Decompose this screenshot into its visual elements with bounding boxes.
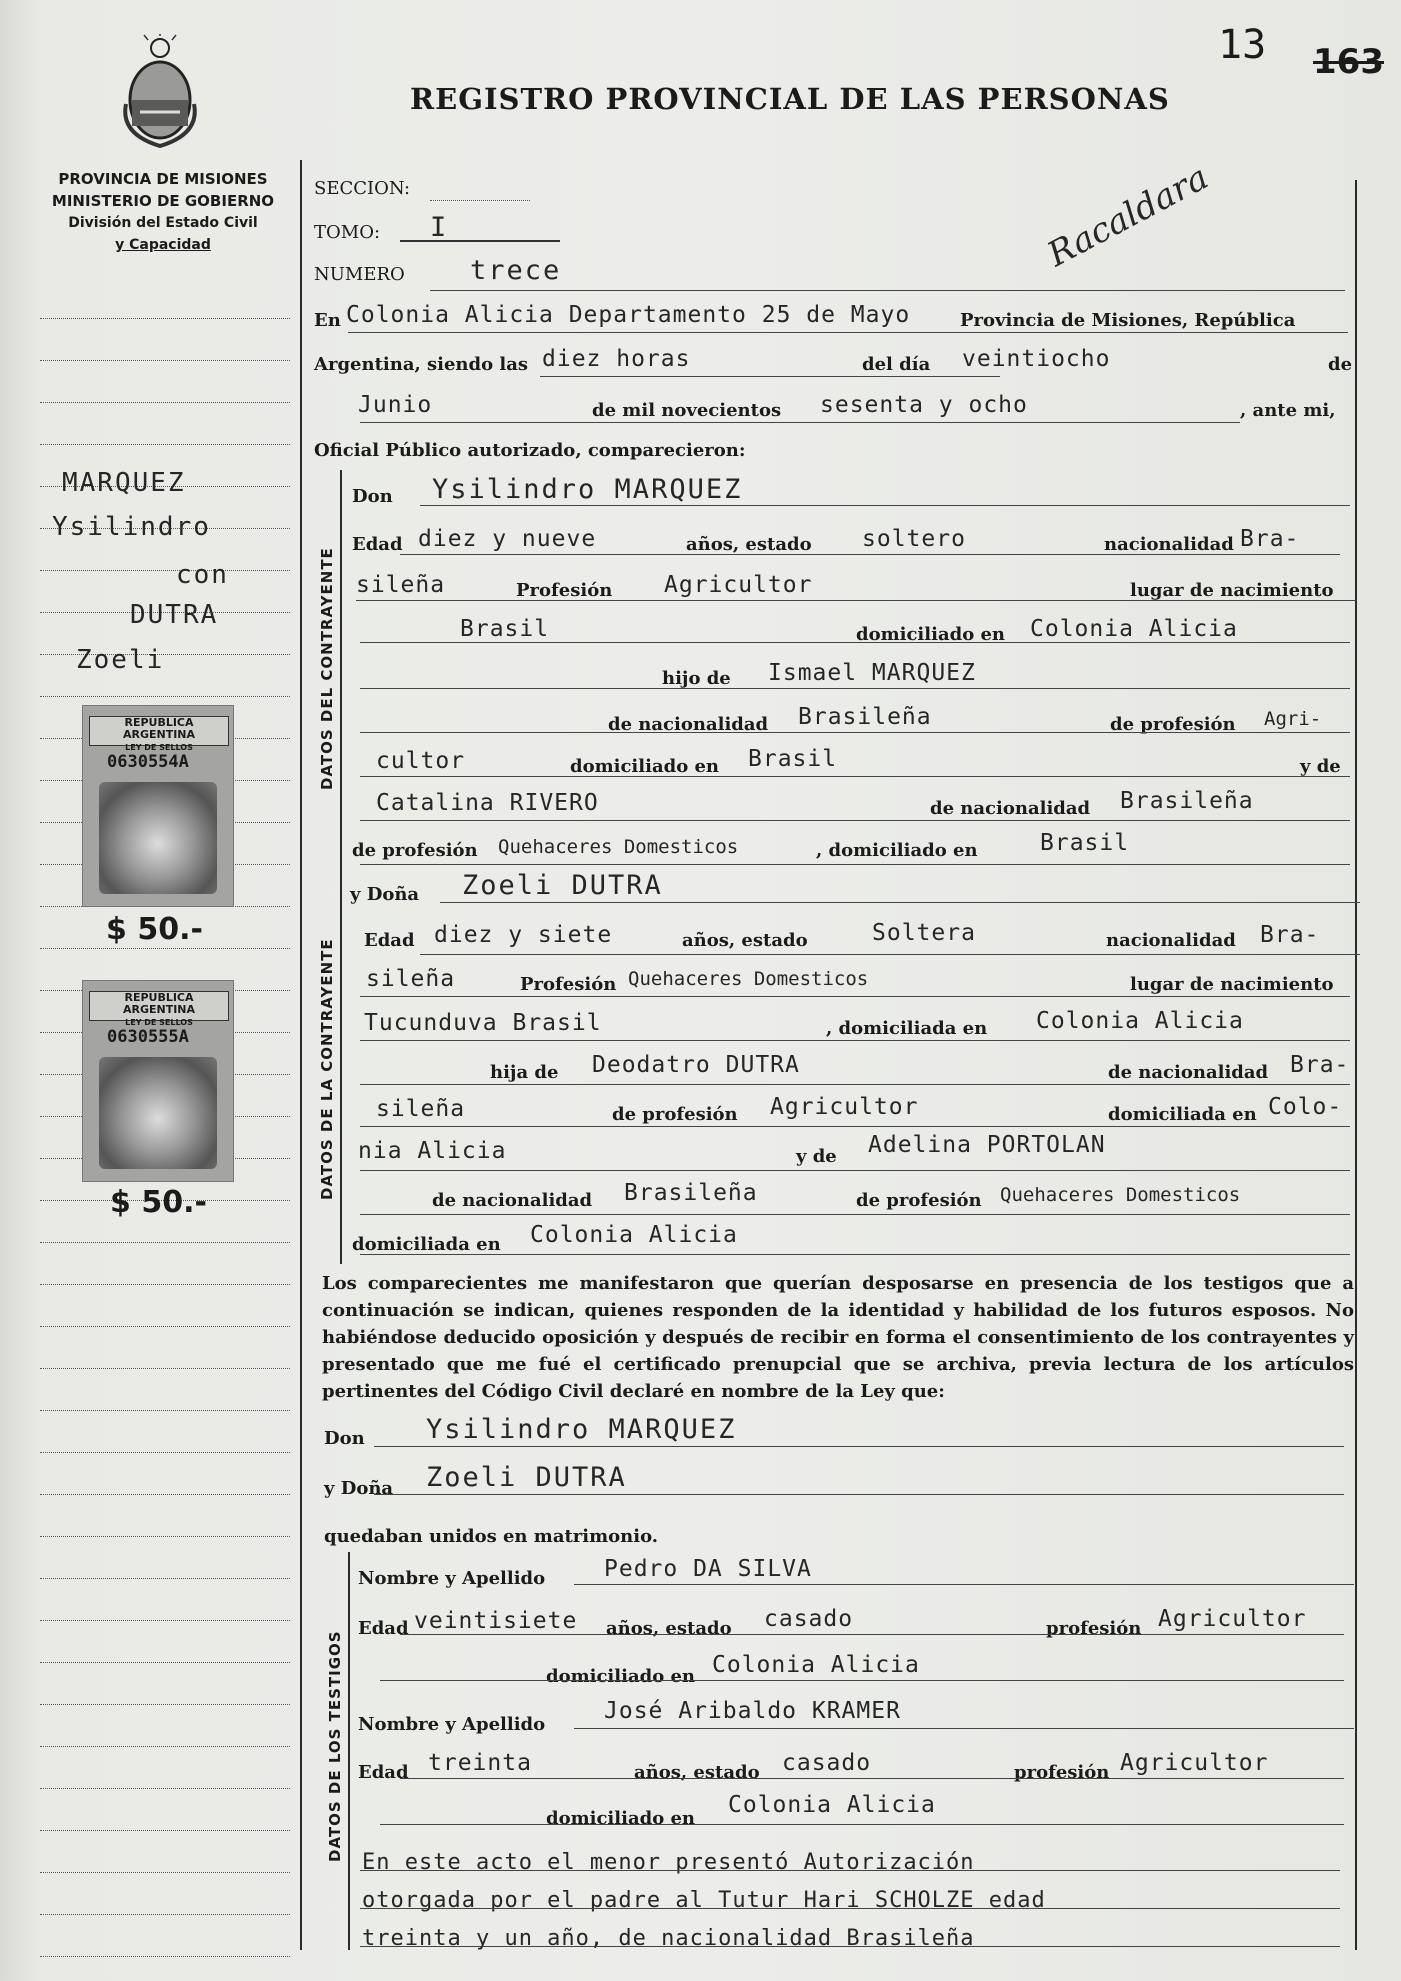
form-underline [356, 600, 1356, 601]
bride-profession: Quehaceres Domesticos [628, 968, 869, 990]
old-folio-number: 163 [1313, 42, 1384, 82]
lugar-label: lugar de nacimiento [1130, 580, 1334, 601]
bride-father: Deodatro DUTRA [592, 1052, 800, 1078]
form-underline [400, 554, 1340, 555]
stamp-law: LEY DE SELLOS [125, 1018, 193, 1027]
hijo-label: hijo de [662, 668, 731, 689]
nombre-label: Nombre y Apellido [358, 1568, 546, 1589]
form-underline [360, 688, 1350, 689]
form-underline [374, 1446, 1344, 1447]
dona-label-2: y Doña [324, 1478, 394, 1499]
form-underline [420, 505, 1350, 506]
declaration-paragraph: Los comparecientes me manifestaron que querían desposarse en presencia de los testigos que a continuación se indican, quienes responden de la identidad y habilidad de los futuros esposos. No habiéndose deducido oposición y después de recibir en forma el consentimiento de los contrayentes y presentado que me fué el certificado prenupcial que se archiva, previa lectura de los artículos pertinentes del Código Civil declaré en nombre de la Ley que: [322, 1273, 1354, 1402]
stamp-header [89, 991, 229, 1027]
year-label: de mil novecientos [592, 400, 782, 421]
groom-father-residence: Brasil [748, 746, 838, 772]
dona-label: y Doña [350, 884, 420, 905]
form-underline [360, 996, 1350, 997]
form-underline [420, 954, 1360, 955]
margin-ruled-line [40, 1494, 290, 1495]
bride-father-profession: Agricultor [770, 1094, 919, 1120]
form-underline [360, 1170, 1350, 1171]
folio-number: 13 [1218, 22, 1267, 68]
stamp-emblem-icon [99, 782, 217, 894]
seccion-label: SECCION: [314, 178, 411, 199]
groom-mother-profession: Quehaceres Domesticos [498, 836, 739, 858]
form-underline [360, 1908, 1340, 1909]
domiciliada-label: , domiciliada en [826, 1018, 988, 1039]
hour-value: diez horas [542, 346, 691, 372]
margin-note-surname: MARQUEZ [62, 468, 186, 498]
groom-mother-nationality: Brasileña [1120, 788, 1254, 814]
seccion-line [430, 200, 530, 201]
stamp-law: LEY DE SELLOS [125, 743, 193, 752]
nacionalidad-label: nacionalidad [1104, 534, 1234, 555]
groom-section-label: DATOS DEL CONTRAYENTE [318, 547, 336, 790]
domiciliado-label-2: domiciliado en [570, 756, 720, 777]
profesion-label: Profesión [516, 580, 613, 601]
margin-ruled-line [40, 1746, 290, 1747]
de-profesion-label-4: de profesión [856, 1190, 982, 1211]
margin-ruled-line [40, 1284, 290, 1285]
stamp-header [89, 716, 229, 752]
groom-mother: Catalina RIVERO [376, 790, 599, 816]
bride-nationality-a: Bra- [1260, 922, 1320, 948]
stamp-country: REPUBLICA ARGENTINA [122, 716, 196, 741]
tomo-line [400, 240, 560, 242]
anos-estado-label: años, estado [686, 534, 812, 555]
witness-section-label: DATOS DE LOS TESTIGOS [326, 1630, 344, 1862]
form-underline [360, 1946, 1340, 1947]
groom-section-rule [340, 470, 342, 872]
margin-ruled-line [40, 696, 290, 697]
anos-estado-label-4: años, estado [634, 1762, 760, 1783]
edad-label: Edad [352, 534, 403, 555]
witness1-name: Pedro DA SILVA [604, 1556, 812, 1582]
form-underline [574, 1728, 1354, 1729]
right-margin-rule [1355, 180, 1357, 1950]
edad-label-4: Edad [358, 1762, 409, 1783]
note-line-1: En este acto el menor presentó Autorización [362, 1850, 975, 1875]
form-underline [360, 1214, 1350, 1215]
groom-mother-residence: Brasil [1040, 830, 1130, 856]
form-underline [360, 1254, 1350, 1255]
profesion-label-2: Profesión [520, 974, 617, 995]
year-value: sesenta y ocho [820, 392, 1028, 418]
stamp-country: REPUBLICA ARGENTINA [122, 991, 196, 1016]
coat-of-arms-icon [118, 34, 202, 152]
argentina-text: Argentina, siendo las [314, 354, 529, 375]
form-underline [360, 732, 1350, 733]
witness2-age: treinta [428, 1750, 532, 1776]
day-value: veintiocho [962, 346, 1111, 372]
groom-residence: Colonia Alicia [1030, 616, 1238, 642]
margin-ruled-line [40, 1830, 290, 1831]
profesion-label-4: profesión [1014, 1762, 1110, 1783]
stamp-price: $ 50.- [106, 912, 203, 947]
bride-section-rule [340, 872, 342, 1264]
margin-ruled-line [40, 1578, 290, 1579]
oficial-text: Oficial Público autorizado, comparecieron: [314, 440, 746, 461]
edad-label-2: Edad [364, 930, 415, 951]
bride-age: diez y siete [434, 922, 613, 948]
groom-father-profession-b: cultor [376, 748, 466, 774]
groom-father: Ismael MARQUEZ [768, 660, 976, 686]
division-label: División del Estado Civil [68, 215, 258, 231]
form-underline [400, 1778, 1344, 1779]
form-underline [380, 1680, 1344, 1681]
witness1-residence: Colonia Alicia [712, 1652, 920, 1678]
form-underline [360, 642, 1350, 643]
don-label-2: Don [324, 1428, 365, 1449]
numero-line [430, 290, 1345, 291]
numero-label: NUMERO [314, 264, 405, 285]
margin-ruled-line [40, 1536, 290, 1537]
groom-profession: Agricultor [664, 572, 813, 598]
margin-ruled-line [40, 360, 290, 361]
form-underline [440, 902, 1360, 903]
bride-father-residence-a: Colo- [1268, 1094, 1343, 1120]
de-nacionalidad-label-3: de nacionalidad [1108, 1062, 1269, 1083]
domiciliado-label-4: domiciliado en [546, 1666, 696, 1687]
de-profesion-label: de profesión [1110, 714, 1236, 735]
groom-father-profession-a: Agri- [1264, 708, 1322, 730]
form-underline [360, 1084, 1350, 1085]
y-de-label-2: y de [796, 1146, 837, 1167]
edad-label-3: Edad [358, 1618, 409, 1639]
margin-ruled-line [40, 1620, 290, 1621]
stamp-price: $ 50.- [110, 1185, 207, 1220]
groom-birthplace: Brasil [460, 616, 550, 642]
provincia-text: Provincia de Misiones, República [960, 310, 1296, 331]
official-signature: Racaldara [1041, 157, 1215, 275]
domiciliada-label-2: domiciliada en [1108, 1104, 1257, 1125]
month-value: Junio [358, 392, 433, 418]
form-underline [360, 776, 1350, 777]
province-label: PROVINCIA DE MISIONES [58, 170, 268, 188]
margin-ruled-line [40, 570, 290, 571]
form-underline [360, 1126, 1350, 1127]
groom-name: Ysilindro MARQUEZ [432, 474, 743, 505]
domiciliado-label: domiciliado en [856, 624, 1006, 645]
form-underline [360, 820, 1350, 821]
de-nacionalidad-label: de nacionalidad [608, 714, 769, 735]
margin-note-bride-surname: DUTRA [130, 600, 219, 630]
margin-ruled-line [40, 1704, 290, 1705]
tomo-label: TOMO: [314, 222, 381, 243]
margin-ruled-line [40, 1410, 290, 1411]
form-underline [400, 1634, 1344, 1635]
margin-ruled-line [40, 1872, 290, 1873]
de-profesion-label-3: de profesión [612, 1104, 738, 1125]
bride-father-nationality-b: sileña [376, 1096, 466, 1122]
domiciliado-label-5: domiciliado en [546, 1808, 696, 1829]
form-underline [360, 1040, 1350, 1041]
don-label: Don [352, 486, 393, 507]
witness1-status: casado [764, 1606, 854, 1632]
de-nacionalidad-label-2: de nacionalidad [930, 798, 1091, 819]
margin-note-given-name: Ysilindro [52, 512, 211, 542]
margin-ruled-line [40, 1452, 290, 1453]
de-nacionalidad-label-4: de nacionalidad [432, 1190, 593, 1211]
place-value: Colonia Alicia Departamento 25 de Mayo [346, 302, 911, 328]
revenue-stamp-2 [82, 980, 234, 1182]
margin-ruled-line [40, 1326, 290, 1327]
ministry-label: MINISTERIO DE GOBIERNO [51, 192, 275, 210]
groom-nationality-a: Bra- [1240, 526, 1300, 552]
anos-estado-label-3: años, estado [606, 1618, 732, 1639]
ante-mi-text: , ante mi, [1240, 400, 1336, 421]
domiciliada-label-3: domiciliada en [352, 1234, 501, 1255]
bride-mother: Adelina PORTOLAN [868, 1132, 1106, 1158]
groom-name-declared: Ysilindro MARQUEZ [426, 1414, 737, 1445]
witness-section-rule [348, 1552, 350, 1950]
bride-father-residence-b: nia Alicia [358, 1138, 507, 1164]
witness2-profession: Agricultor [1120, 1750, 1269, 1776]
bride-name-declared: Zoeli DUTRA [426, 1462, 627, 1493]
form-underline [540, 376, 1000, 377]
bride-mother-residence: Colonia Alicia [530, 1222, 738, 1248]
form-underline [348, 332, 1348, 333]
margin-note-con: con [176, 560, 229, 590]
margin-ruled-line [40, 318, 290, 319]
bride-mother-nationality: Brasileña [624, 1180, 758, 1206]
witness2-status: casado [782, 1750, 872, 1776]
anos-estado-label-2: años, estado [682, 930, 808, 951]
hija-label: hija de [490, 1062, 559, 1083]
bride-status: Soltera [872, 920, 976, 946]
note-line-2: otorgada por el padre al Tutur Hari SCHOLZE edad [362, 1888, 1046, 1913]
closing-text: quedaban unidos en matrimonio. [324, 1526, 659, 1547]
numero-value: trece [470, 255, 562, 286]
form-underline [360, 864, 1350, 865]
profesion-label-3: profesión [1046, 1618, 1142, 1639]
groom-father-nationality: Brasileña [798, 704, 932, 730]
document-title: REGISTRO PROVINCIAL DE LAS PERSONAS [410, 82, 1170, 116]
nacionalidad-label-2: nacionalidad [1106, 930, 1236, 951]
bride-name: Zoeli DUTRA [462, 870, 663, 901]
en-label: En [314, 310, 341, 331]
de-label: de [1328, 354, 1353, 375]
margin-ruled-line [40, 1788, 290, 1789]
margin-ruled-line [40, 1956, 290, 1957]
capacity-label: y Capacidad [115, 237, 211, 253]
lugar-label-2: lugar de nacimiento [1130, 974, 1334, 995]
form-underline [360, 422, 1240, 423]
witness1-age: veintisiete [414, 1608, 578, 1634]
margin-ruled-line [40, 948, 290, 949]
form-underline [374, 1494, 1344, 1495]
witness2-name: José Aribaldo KRAMER [604, 1698, 901, 1724]
de-profesion-label-2: de profesión [352, 840, 478, 861]
margin-ruled-line [40, 1368, 290, 1369]
y-de-label: y de [1300, 756, 1341, 777]
bride-residence: Colonia Alicia [1036, 1008, 1244, 1034]
witness1-profession: Agricultor [1158, 1606, 1307, 1632]
margin-ruled-line [40, 1914, 290, 1915]
form-underline [574, 1584, 1354, 1585]
witness2-residence: Colonia Alicia [728, 1792, 936, 1818]
margin-ruled-line [40, 1242, 290, 1243]
margin-ruled-line [40, 402, 290, 403]
groom-status: soltero [862, 526, 966, 552]
issuing-authority [28, 168, 298, 256]
margin-ruled-line [40, 444, 290, 445]
bride-section-label: DATOS DE LA CONTRAYENTE [318, 938, 336, 1200]
left-margin-rule [300, 160, 302, 1950]
revenue-stamp-1 [82, 705, 234, 907]
domiciliado-label-3: , domiciliado en [816, 840, 978, 861]
stamp-serial: 0630555A [107, 1027, 189, 1047]
margin-ruled-line [40, 1662, 290, 1663]
note-line-3: treinta y un año, de nacionalidad Brasileña [362, 1926, 975, 1951]
form-underline [360, 1870, 1340, 1871]
bride-birthplace: Tucunduva Brasil [364, 1010, 602, 1036]
margin-note-bride-name: Zoeli [76, 645, 165, 675]
stamp-serial: 0630554A [107, 752, 189, 772]
groom-nationality-b: sileña [356, 572, 446, 598]
bride-mother-profession: Quehaceres Domesticos [1000, 1184, 1241, 1206]
form-underline [380, 1824, 1344, 1825]
stamp-emblem-icon [99, 1057, 217, 1169]
bride-father-nationality-a: Bra- [1290, 1052, 1350, 1078]
nombre-label-2: Nombre y Apellido [358, 1714, 546, 1735]
del-dia-label: del día [862, 354, 931, 375]
tomo-value: I [430, 212, 449, 243]
groom-age: diez y nueve [418, 526, 597, 552]
bride-nationality-b: sileña [366, 966, 456, 992]
